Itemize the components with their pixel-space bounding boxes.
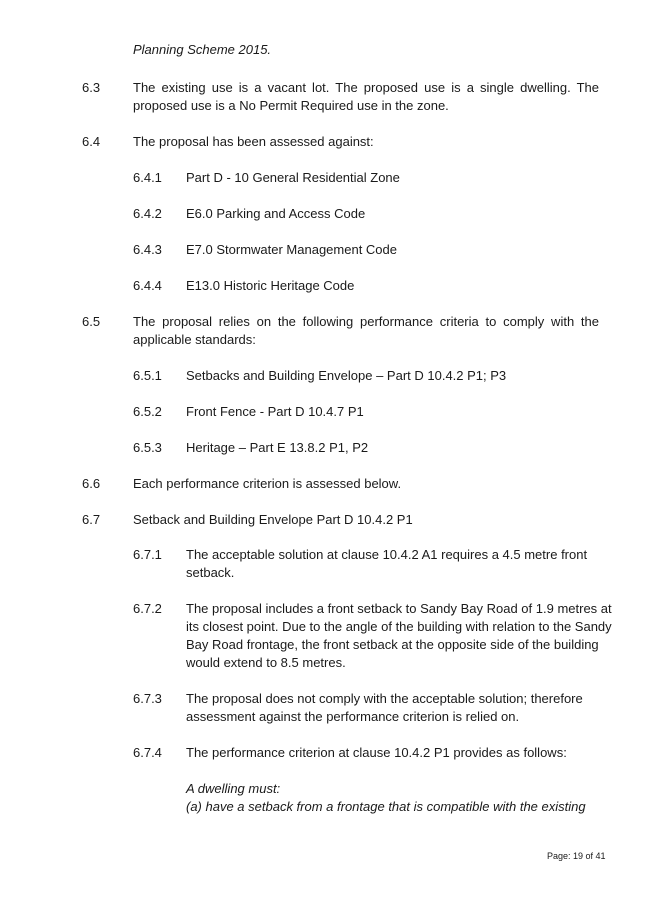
- subsection-number: 6.7.4: [133, 745, 162, 760]
- section-text: The proposal has been assessed against:: [133, 134, 374, 149]
- subsection-text: Setbacks and Building Envelope – Part D 10.4.2 P1; P3: [186, 368, 507, 383]
- section-text: Setback and Building Envelope Part D 10.4.2 P1: [133, 512, 413, 527]
- subsection-text: E7.0 Stormwater Management Code: [186, 242, 397, 257]
- quote-line: A dwelling must:: [186, 781, 281, 796]
- subsection-text: The performance criterion at clause 10.4.2 P1 provides as follows:: [186, 745, 567, 760]
- section-number: 6.6: [82, 476, 101, 491]
- subsection-number: 6.7.1: [133, 547, 162, 562]
- subsection-number: 6.4.3: [133, 242, 162, 257]
- section-text-line: proposed use is a No Permit Required use in the zone.: [133, 98, 449, 113]
- section-text-line: The proposal relies on the following performance criteria to comply with the: [133, 314, 599, 329]
- subsection-text: Front Fence - Part D 10.4.7 P1: [186, 404, 364, 419]
- subsection-text-line: The acceptable solution at clause 10.4.2 A1 requires a 4.5 metre front: [186, 547, 588, 562]
- section-number: 6.7: [82, 512, 101, 527]
- section-number: 6.4: [82, 134, 101, 149]
- subsection-number: 6.5.1: [133, 368, 162, 383]
- subsection-text-line: The proposal does not comply with the acceptable solution; therefore: [186, 691, 583, 706]
- quote-line: (a) have a setback from a frontage that is compatible with the existing: [186, 799, 586, 814]
- continuation-text: Planning Scheme 2015.: [133, 42, 272, 57]
- subsection-text-line: Bay Road frontage, the front setback at the opposite side of the building: [186, 637, 599, 652]
- subsection-text-line: The proposal includes a front setback to Sandy Bay Road of 1.9 metres at: [186, 601, 612, 616]
- section-text-line: applicable standards:: [133, 332, 256, 347]
- subsection-number: 6.4.1: [133, 170, 162, 185]
- subsection-text-line: assessment against the performance criterion is relied on.: [186, 709, 520, 724]
- subsection-number: 6.7.3: [133, 691, 162, 706]
- section-text: Each performance criterion is assessed below.: [133, 476, 402, 491]
- subsection-number: 6.5.2: [133, 404, 162, 419]
- section-number: 6.3: [82, 80, 101, 95]
- subsection-text: E6.0 Parking and Access Code: [186, 206, 366, 221]
- subsection-text-line: setback.: [186, 565, 235, 580]
- subsection-text-line: its closest point. Due to the angle of the building with relation to the Sandy: [186, 619, 612, 634]
- subsection-text-line: would extend to 8.5 metres.: [186, 655, 346, 670]
- subsection-number: 6.4.2: [133, 206, 162, 221]
- section-number: 6.5: [82, 314, 101, 329]
- subsection-number: 6.5.3: [133, 440, 162, 455]
- page-number-footer: Page: 19 of 41: [547, 851, 606, 861]
- subsection-number: 6.4.4: [133, 278, 162, 293]
- subsection-text: Part D - 10 General Residential Zone: [186, 170, 400, 185]
- section-text-line: The existing use is a vacant lot. The proposed use is a single dwelling. The: [133, 80, 599, 95]
- subsection-text: Heritage – Part E 13.8.2 P1, P2: [186, 440, 369, 455]
- subsection-text: E13.0 Historic Heritage Code: [186, 278, 355, 293]
- subsection-number: 6.7.2: [133, 601, 162, 616]
